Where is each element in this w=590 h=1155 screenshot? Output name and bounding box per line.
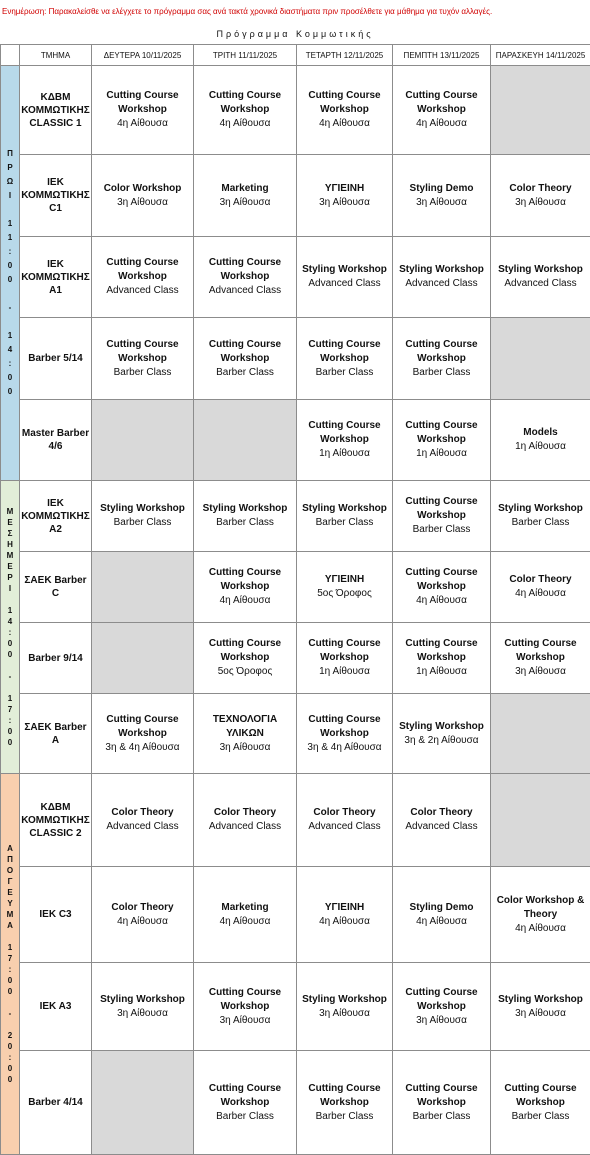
lesson-cell [194, 623, 297, 694]
empty-slot [491, 318, 590, 400]
lesson-room: Barber Class [92, 516, 193, 530]
lesson-cell [491, 867, 590, 963]
lesson-room: 1η Αίθουσα [491, 440, 590, 454]
lesson-cell [491, 552, 590, 623]
lesson-title: Cutting Course Workshop [92, 89, 193, 117]
lesson-title: Cutting Course Workshop [491, 637, 590, 665]
lesson-title: ΥΓΙΕΙΝΗ [297, 573, 392, 587]
lesson-cell [393, 552, 491, 623]
lesson-cell [194, 66, 297, 155]
lesson-cell [194, 237, 297, 318]
class-name-cell: ΙΕΚ C3 [20, 867, 92, 963]
lesson-room: 4η Αίθουσα [194, 915, 296, 929]
class-name-cell: ΣΑΕΚ Barber C [20, 552, 92, 623]
lesson-title: Styling Workshop [92, 993, 193, 1007]
lesson-room: 3η Αίθουσα [491, 196, 590, 210]
lesson-title: Cutting Course Workshop [393, 986, 490, 1014]
lesson-room: 3η Αίθουσα [194, 741, 296, 755]
lesson-cell [194, 694, 297, 774]
lesson-cell [393, 155, 491, 237]
lesson-title: Cutting Course Workshop [393, 637, 490, 665]
lesson-room: Barber Class [393, 523, 490, 537]
lesson-cell [491, 623, 590, 694]
lesson-cell [393, 481, 491, 552]
header-thursday: ΠΕΜΠΤΗ 13/11/2025 [393, 45, 491, 66]
class-name-cell: Barber 9/14 [20, 623, 92, 694]
lesson-room: 4η Αίθουσα [393, 117, 490, 131]
lesson-room: 3η Αίθουσα [297, 1007, 392, 1021]
header-tuesday: ΤΡΙΤΗ 11/11/2025 [194, 45, 297, 66]
page-title: Πρόγραμμα Κομμωτικής [0, 24, 590, 44]
lesson-title: Color Workshop & Theory [491, 894, 590, 922]
lesson-room: Barber Class [393, 1110, 490, 1124]
lesson-cell [92, 66, 194, 155]
lesson-title: Color Workshop [92, 182, 193, 196]
class-name-cell: ΚΔΒΜ ΚΟΜΜΩΤΙΚΗΣ CLASSIC 1 [20, 66, 92, 155]
header-wednesday: ΤΕΤΑΡΤΗ 12/11/2025 [297, 45, 393, 66]
lesson-title: Color Theory [491, 182, 590, 196]
lesson-cell [491, 481, 590, 552]
lesson-room: 1η Αίθουσα [393, 447, 490, 461]
period-midday [1, 481, 20, 774]
lesson-title: Cutting Course Workshop [297, 419, 392, 447]
lesson-room: Advanced Class [393, 277, 490, 291]
empty-slot [491, 694, 590, 774]
period-label: Μ Ε Σ Η Μ Ε Ρ Ι 1 4 : 0 0 - 1 7 : 0 0 [1, 506, 19, 748]
lesson-room: 3η & 4η Αίθουσα [92, 741, 193, 755]
lesson-title: Color Theory [393, 806, 490, 820]
lesson-cell [491, 400, 590, 481]
lesson-title: Cutting Course Workshop [297, 713, 392, 741]
lesson-cell [297, 318, 393, 400]
lesson-title: Cutting Course Workshop [393, 1082, 490, 1110]
lesson-title: Cutting Course Workshop [92, 338, 193, 366]
lesson-title: Cutting Course Workshop [92, 256, 193, 284]
lesson-cell [194, 1051, 297, 1155]
lesson-room: Barber Class [297, 516, 392, 530]
lesson-cell [194, 963, 297, 1051]
lesson-cell [297, 963, 393, 1051]
lesson-room: 1η Αίθουσα [297, 447, 392, 461]
empty-slot [92, 1051, 194, 1155]
lesson-cell [92, 155, 194, 237]
lesson-title: Cutting Course Workshop [393, 338, 490, 366]
lesson-room: 5ος Όροφος [297, 587, 392, 601]
lesson-room: Barber Class [393, 366, 490, 380]
lesson-cell [297, 400, 393, 481]
lesson-cell [393, 963, 491, 1051]
lesson-cell [393, 66, 491, 155]
class-name-cell: ΣΑΕΚ Barber A [20, 694, 92, 774]
lesson-room: 3η Αίθουσα [491, 665, 590, 679]
lesson-cell [92, 694, 194, 774]
lesson-cell [491, 237, 590, 318]
lesson-room: Barber Class [194, 366, 296, 380]
lesson-cell [297, 774, 393, 867]
lesson-room: 4η Αίθουσα [92, 915, 193, 929]
lesson-cell [297, 481, 393, 552]
lesson-room: Advanced Class [393, 820, 490, 834]
lesson-title: Cutting Course Workshop [297, 637, 392, 665]
header-class: ΤΜΗΜΑ [20, 45, 92, 66]
lesson-title: Cutting Course Workshop [393, 495, 490, 523]
lesson-room: Advanced Class [491, 277, 590, 291]
lesson-title: Cutting Course Workshop [194, 338, 296, 366]
lesson-room: 3η Αίθουσα [393, 1014, 490, 1028]
lesson-cell [92, 963, 194, 1051]
lesson-cell [297, 867, 393, 963]
schedule-row [1, 237, 590, 318]
lesson-cell [194, 552, 297, 623]
class-name-cell: Barber 5/14 [20, 318, 92, 400]
lesson-title: Cutting Course Workshop [92, 713, 193, 741]
lesson-room: Barber Class [92, 366, 193, 380]
lesson-title: Styling Workshop [297, 502, 392, 516]
lesson-room: Advanced Class [194, 820, 296, 834]
period-label: Α Π Ο Γ Ε Υ Μ Α 1 7 : 0 0 - 2 0 : 0 0 [1, 843, 19, 1085]
lesson-room: 4η Αίθουσα [491, 587, 590, 601]
header-monday: ΔΕΥΤΕΡΑ 10/11/2025 [92, 45, 194, 66]
lesson-title: Cutting Course Workshop [297, 89, 392, 117]
schedule-row [1, 1051, 590, 1155]
class-name-cell: ΙΕΚ ΚΟΜΜΩΤΙΚΗΣ C1 [20, 155, 92, 237]
lesson-title: ΥΓΙΕΙΝΗ [297, 901, 392, 915]
lesson-cell [194, 155, 297, 237]
lesson-room: 3η & 4η Αίθουσα [297, 741, 392, 755]
lesson-room: Barber Class [297, 1110, 392, 1124]
lesson-room: Barber Class [491, 1110, 590, 1124]
lesson-cell [393, 623, 491, 694]
lesson-room: 3η Αίθουσα [297, 196, 392, 210]
lesson-cell [393, 400, 491, 481]
schedule-row [1, 552, 590, 623]
empty-slot [491, 66, 590, 155]
lesson-cell [491, 963, 590, 1051]
class-name-cell: Master Barber 4/6 [20, 400, 92, 481]
lesson-cell [393, 237, 491, 318]
lesson-room: Advanced Class [297, 820, 392, 834]
lesson-room: 4η Αίθουσα [297, 915, 392, 929]
lesson-room: Advanced Class [92, 284, 193, 298]
lesson-cell [92, 774, 194, 867]
lesson-room: 4η Αίθουσα [194, 117, 296, 131]
class-name-cell: Barber 4/14 [20, 1051, 92, 1155]
lesson-title: Models [491, 426, 590, 440]
schedule-row [1, 623, 590, 694]
lesson-title: Cutting Course Workshop [393, 89, 490, 117]
empty-slot [491, 774, 590, 867]
period-header [1, 45, 20, 66]
lesson-room: 3η Αίθουσα [194, 1014, 296, 1028]
lesson-room: 3η & 2η Αίθουσα [393, 734, 490, 748]
lesson-cell [92, 867, 194, 963]
lesson-title: Cutting Course Workshop [194, 1082, 296, 1110]
lesson-room: 4η Αίθουσα [194, 594, 296, 608]
class-name-cell: ΙΕΚ ΚΟΜΜΩΤΙΚΗΣ Α1 [20, 237, 92, 318]
class-name-cell: ΚΔΒΜ ΚΟΜΜΩΤΙΚΗΣ CLASSIC 2 [20, 774, 92, 867]
lesson-room: Advanced Class [92, 820, 193, 834]
lesson-title: Styling Workshop [491, 263, 590, 277]
lesson-title: Cutting Course Workshop [194, 986, 296, 1014]
lesson-title: Styling Workshop [393, 720, 490, 734]
lesson-title: Cutting Course Workshop [393, 566, 490, 594]
empty-slot [194, 400, 297, 481]
lesson-title: Cutting Course Workshop [194, 566, 296, 594]
lesson-room: 4η Αίθουσα [393, 594, 490, 608]
lesson-title: Cutting Course Workshop [297, 338, 392, 366]
lesson-title: Styling Workshop [92, 502, 193, 516]
period-afternoon [1, 774, 20, 1155]
lesson-title: Styling Workshop [297, 993, 392, 1007]
lesson-cell [393, 694, 491, 774]
lesson-room: 3η Αίθουσα [92, 1007, 193, 1021]
header-friday: ΠΑΡΑΣΚΕΥΗ 14/11/2025 [491, 45, 590, 66]
lesson-title: Marketing [194, 182, 296, 196]
lesson-cell [194, 867, 297, 963]
schedule-row [1, 400, 590, 481]
period-label: Π Ρ Ω Ι 1 1 : 0 0 - 1 4 : 0 0 [1, 147, 19, 399]
lesson-title: Cutting Course Workshop [194, 256, 296, 284]
schedule-row [1, 867, 590, 963]
lesson-title: Color Theory [491, 573, 590, 587]
lesson-title: Color Theory [297, 806, 392, 820]
lesson-cell [297, 1051, 393, 1155]
lesson-cell [297, 623, 393, 694]
lesson-room: 3η Αίθουσα [92, 196, 193, 210]
lesson-cell [92, 237, 194, 318]
empty-slot [92, 623, 194, 694]
lesson-cell [491, 1051, 590, 1155]
lesson-room: 4η Αίθουσα [393, 915, 490, 929]
lesson-title: Styling Workshop [194, 502, 296, 516]
lesson-title: Styling Workshop [393, 263, 490, 277]
header-row [1, 45, 590, 66]
schedule-row [1, 66, 590, 155]
lesson-cell [194, 481, 297, 552]
lesson-cell [297, 237, 393, 318]
lesson-cell [92, 318, 194, 400]
schedule-row [1, 774, 590, 867]
lesson-room: Advanced Class [194, 284, 296, 298]
lesson-room: 4η Αίθουσα [491, 922, 590, 936]
class-name-cell: ΙΕΚ ΚΟΜΜΩΤΙΚΗΣ Α2 [20, 481, 92, 552]
lesson-room: Barber Class [194, 516, 296, 530]
lesson-room: 1η Αίθουσα [393, 665, 490, 679]
lesson-title: ΥΓΙΕΙΝΗ [297, 182, 392, 196]
period-morning [1, 66, 20, 481]
schedule-row [1, 481, 590, 552]
lesson-cell [491, 155, 590, 237]
schedule-row [1, 155, 590, 237]
schedule-row [1, 318, 590, 400]
lesson-title: Cutting Course Workshop [194, 637, 296, 665]
class-name-cell: ΙΕΚ Α3 [20, 963, 92, 1051]
lesson-room: Barber Class [194, 1110, 296, 1124]
lesson-cell [393, 318, 491, 400]
schedule-row [1, 963, 590, 1051]
lesson-title: Color Theory [194, 806, 296, 820]
lesson-title: Cutting Course Workshop [393, 419, 490, 447]
lesson-cell [393, 1051, 491, 1155]
lesson-room: Barber Class [491, 516, 590, 530]
lesson-title: Styling Demo [393, 901, 490, 915]
lesson-title: Color Theory [92, 901, 193, 915]
lesson-title: Cutting Course Workshop [297, 1082, 392, 1110]
lesson-cell [393, 867, 491, 963]
lesson-room: Barber Class [297, 366, 392, 380]
lesson-room: 3η Αίθουσα [491, 1007, 590, 1021]
schedule-table [0, 44, 590, 1155]
lesson-title: Cutting Course Workshop [491, 1082, 590, 1110]
lesson-title: Styling Demo [393, 182, 490, 196]
lesson-title: Styling Workshop [297, 263, 392, 277]
lesson-cell [393, 774, 491, 867]
lesson-cell [194, 774, 297, 867]
lesson-cell [297, 552, 393, 623]
lesson-title: ΤΕΧΝΟΛΟΓΙΑ ΥΛΙΚΩΝ [194, 713, 296, 741]
lesson-cell [92, 481, 194, 552]
lesson-title: Styling Workshop [491, 993, 590, 1007]
schedule-row [1, 694, 590, 774]
lesson-title: Color Theory [92, 806, 193, 820]
update-notice: Ενημέρωση: Παρακαλείσθε να ελέγχετε το πρόγραμμα σας ανά τακτά χρονικά διαστήματα πριν προσέλθετε για μάθημα για τυχόν αλλαγές. [0, 0, 590, 24]
lesson-room: 1η Αίθουσα [297, 665, 392, 679]
lesson-title: Cutting Course Workshop [194, 89, 296, 117]
lesson-cell [297, 694, 393, 774]
empty-slot [92, 552, 194, 623]
lesson-room: 4η Αίθουσα [297, 117, 392, 131]
lesson-room: 3η Αίθουσα [194, 196, 296, 210]
empty-slot [92, 400, 194, 481]
lesson-title: Marketing [194, 901, 296, 915]
lesson-room: 4η Αίθουσα [92, 117, 193, 131]
lesson-room: 5ος Όροφος [194, 665, 296, 679]
lesson-cell [194, 318, 297, 400]
lesson-cell [297, 155, 393, 237]
lesson-room: Advanced Class [297, 277, 392, 291]
lesson-room: 3η Αίθουσα [393, 196, 490, 210]
lesson-cell [297, 66, 393, 155]
lesson-title: Styling Workshop [491, 502, 590, 516]
